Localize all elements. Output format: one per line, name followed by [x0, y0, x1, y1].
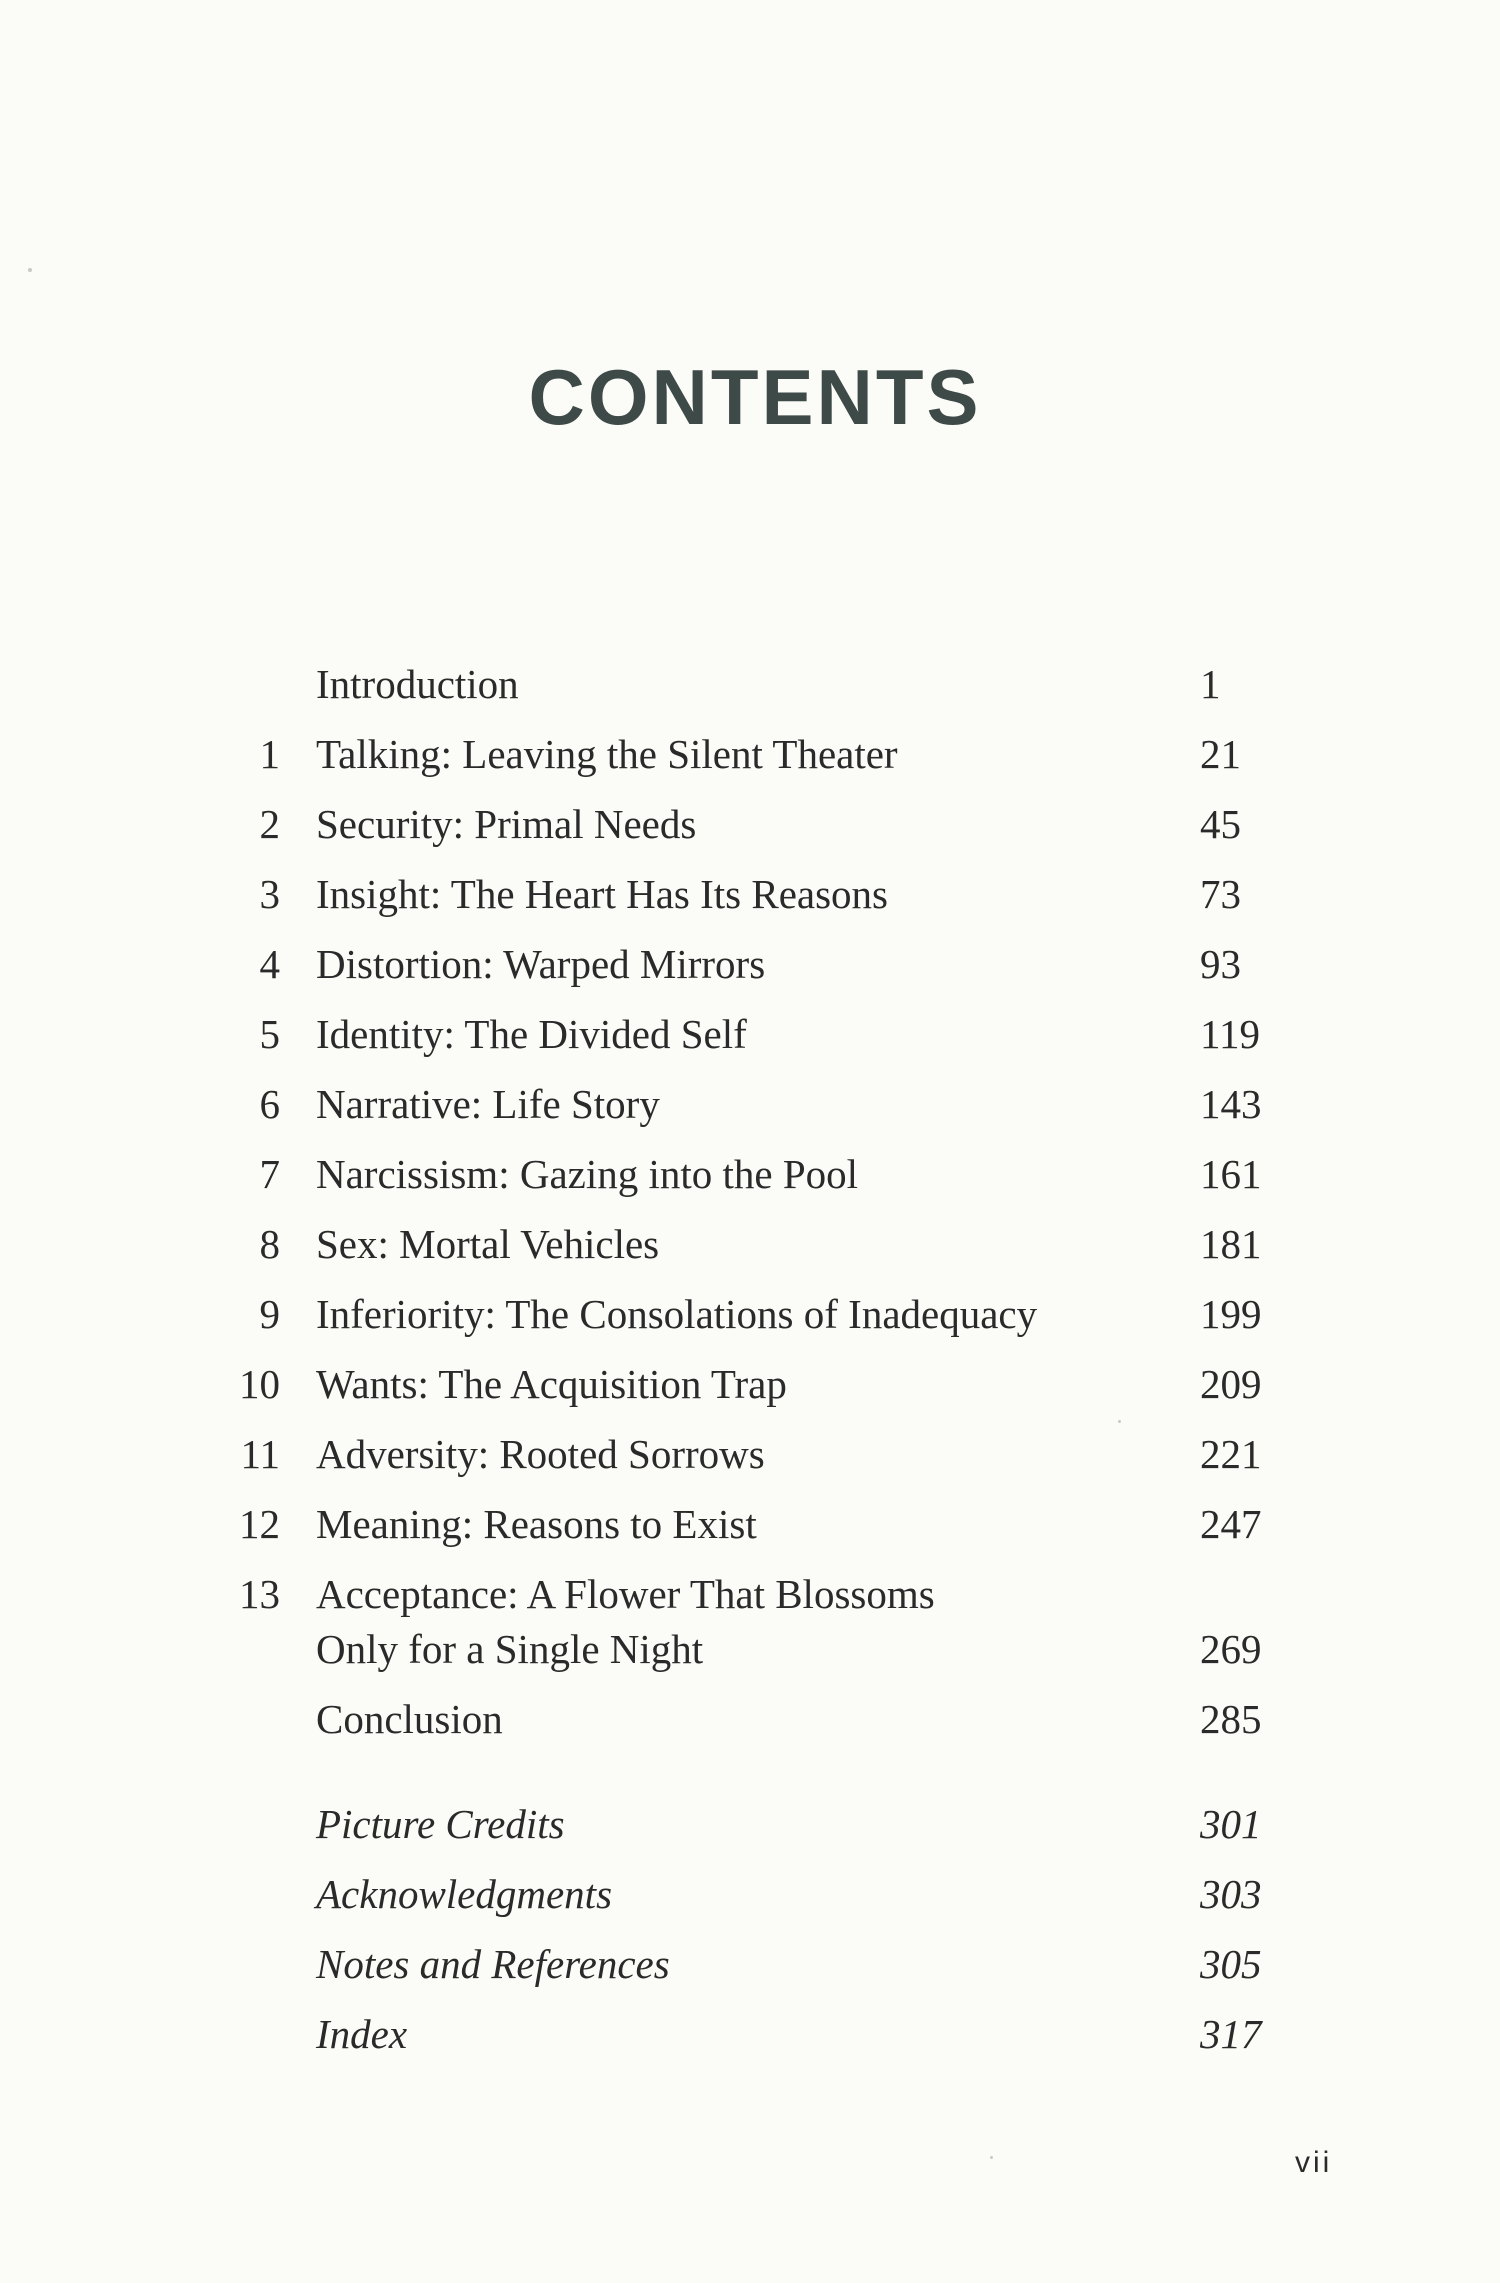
toc-entry-introduction: [0, 660, 1500, 720]
chapter-number: 11: [240, 1431, 280, 1477]
toc-entry-chapter-13: [0, 1570, 1500, 1690]
chapter-number: 10: [239, 1361, 280, 1407]
chapter-title: [316, 1570, 935, 1680]
back-matter-title: Acknowledgments: [316, 1871, 613, 1917]
toc-entry-picture-credits: [0, 1800, 1500, 1860]
chapter-number: 1: [259, 731, 280, 777]
toc-entry-chapter-11: [0, 1430, 1500, 1490]
toc-entry-chapter-7: [0, 1150, 1500, 1210]
page-title: CONTENTS: [528, 353, 982, 441]
toc-entry-acknowledgments: [0, 1870, 1500, 1930]
chapter-title: Adversity: Rooted Sorrows: [316, 1431, 765, 1477]
chapter-number: 13: [239, 1571, 280, 1617]
page-number: 221: [1200, 1431, 1262, 1477]
page-number: 21: [1200, 731, 1241, 777]
chapter-title: Narcissism: Gazing into the Pool: [316, 1151, 859, 1197]
back-matter-title: Picture Credits: [316, 1801, 565, 1847]
page-number: 161: [1200, 1151, 1262, 1197]
chapter-title: Insight: The Heart Has Its Reasons: [316, 871, 888, 917]
toc-entry-chapter-12: [0, 1500, 1500, 1560]
chapter-number: 7: [259, 1151, 280, 1197]
chapter-title: Wants: The Acquisition Trap: [316, 1361, 787, 1407]
chapter-title: Identity: The Divided Self: [316, 1011, 747, 1057]
page-number: 247: [1200, 1501, 1262, 1547]
scan-speck: [1118, 1420, 1121, 1423]
page-number: 45: [1200, 801, 1241, 847]
page-number: 143: [1200, 1081, 1262, 1127]
page-number: 119: [1200, 1011, 1260, 1057]
chapter-number: 8: [259, 1221, 280, 1267]
page-number: 285: [1200, 1696, 1262, 1742]
chapter-number: 3: [259, 871, 280, 917]
chapter-title: Meaning: Reasons to Exist: [316, 1501, 757, 1547]
scan-speck: [28, 268, 32, 272]
toc-entry-notes-and-references: [0, 1940, 1500, 2000]
chapter-title: Talking: Leaving the Silent Theater: [316, 731, 898, 777]
chapter-title: Conclusion: [316, 1696, 503, 1742]
chapter-number: 12: [239, 1501, 280, 1547]
chapter-title: Sex: Mortal Vehicles: [316, 1221, 660, 1267]
page-number: 93: [1200, 941, 1241, 987]
toc-entry-chapter-2: [0, 800, 1500, 860]
chapter-title: Security: Primal Needs: [316, 801, 697, 847]
toc-entry-chapter-4: [0, 940, 1500, 1000]
toc-entry-index: [0, 2010, 1500, 2070]
toc-entry-chapter-5: [0, 1010, 1500, 1070]
page-number: 73: [1200, 871, 1241, 917]
back-matter-title: Notes and References: [316, 1941, 670, 1987]
chapter-title-line-2: Only for a Single Night: [316, 1626, 704, 1672]
folio-page-number: vii: [1295, 2146, 1333, 2179]
toc-entry-chapter-6: [0, 1080, 1500, 1140]
chapter-title: Introduction: [316, 661, 519, 707]
page-number: 301: [1200, 1801, 1262, 1847]
chapter-title: Narrative: Life Story: [316, 1081, 660, 1127]
chapter-number: 6: [259, 1081, 280, 1127]
toc-entry-conclusion: [0, 1695, 1500, 1755]
toc-entry-chapter-8: [0, 1220, 1500, 1280]
chapter-number: 5: [259, 1011, 280, 1057]
toc-entry-chapter-3: [0, 870, 1500, 930]
chapter-number: 2: [259, 801, 280, 847]
toc-entry-chapter-10: [0, 1360, 1500, 1420]
chapter-number: 9: [259, 1291, 280, 1337]
page-number: 303: [1200, 1871, 1262, 1917]
chapter-title: Inferiority: The Consolations of Inadequacy: [316, 1291, 1038, 1337]
page-number: 317: [1200, 2011, 1262, 2057]
page-number: 181: [1200, 1221, 1262, 1267]
chapter-title-line-1: Acceptance: A Flower That Blossoms: [316, 1571, 935, 1617]
back-matter-title: Index: [316, 2011, 408, 2057]
chapter-title: Distortion: Warped Mirrors: [316, 941, 766, 987]
page-number: 1: [1200, 661, 1221, 707]
page-number: 199: [1200, 1291, 1262, 1337]
scan-speck: [990, 2156, 993, 2159]
toc-entry-chapter-1: [0, 730, 1500, 790]
page-number: 269: [1200, 1626, 1262, 1672]
toc-entry-chapter-9: [0, 1290, 1500, 1350]
page-number: 209: [1200, 1361, 1262, 1407]
chapter-number: 4: [259, 941, 280, 987]
page-number: 305: [1200, 1941, 1262, 1987]
